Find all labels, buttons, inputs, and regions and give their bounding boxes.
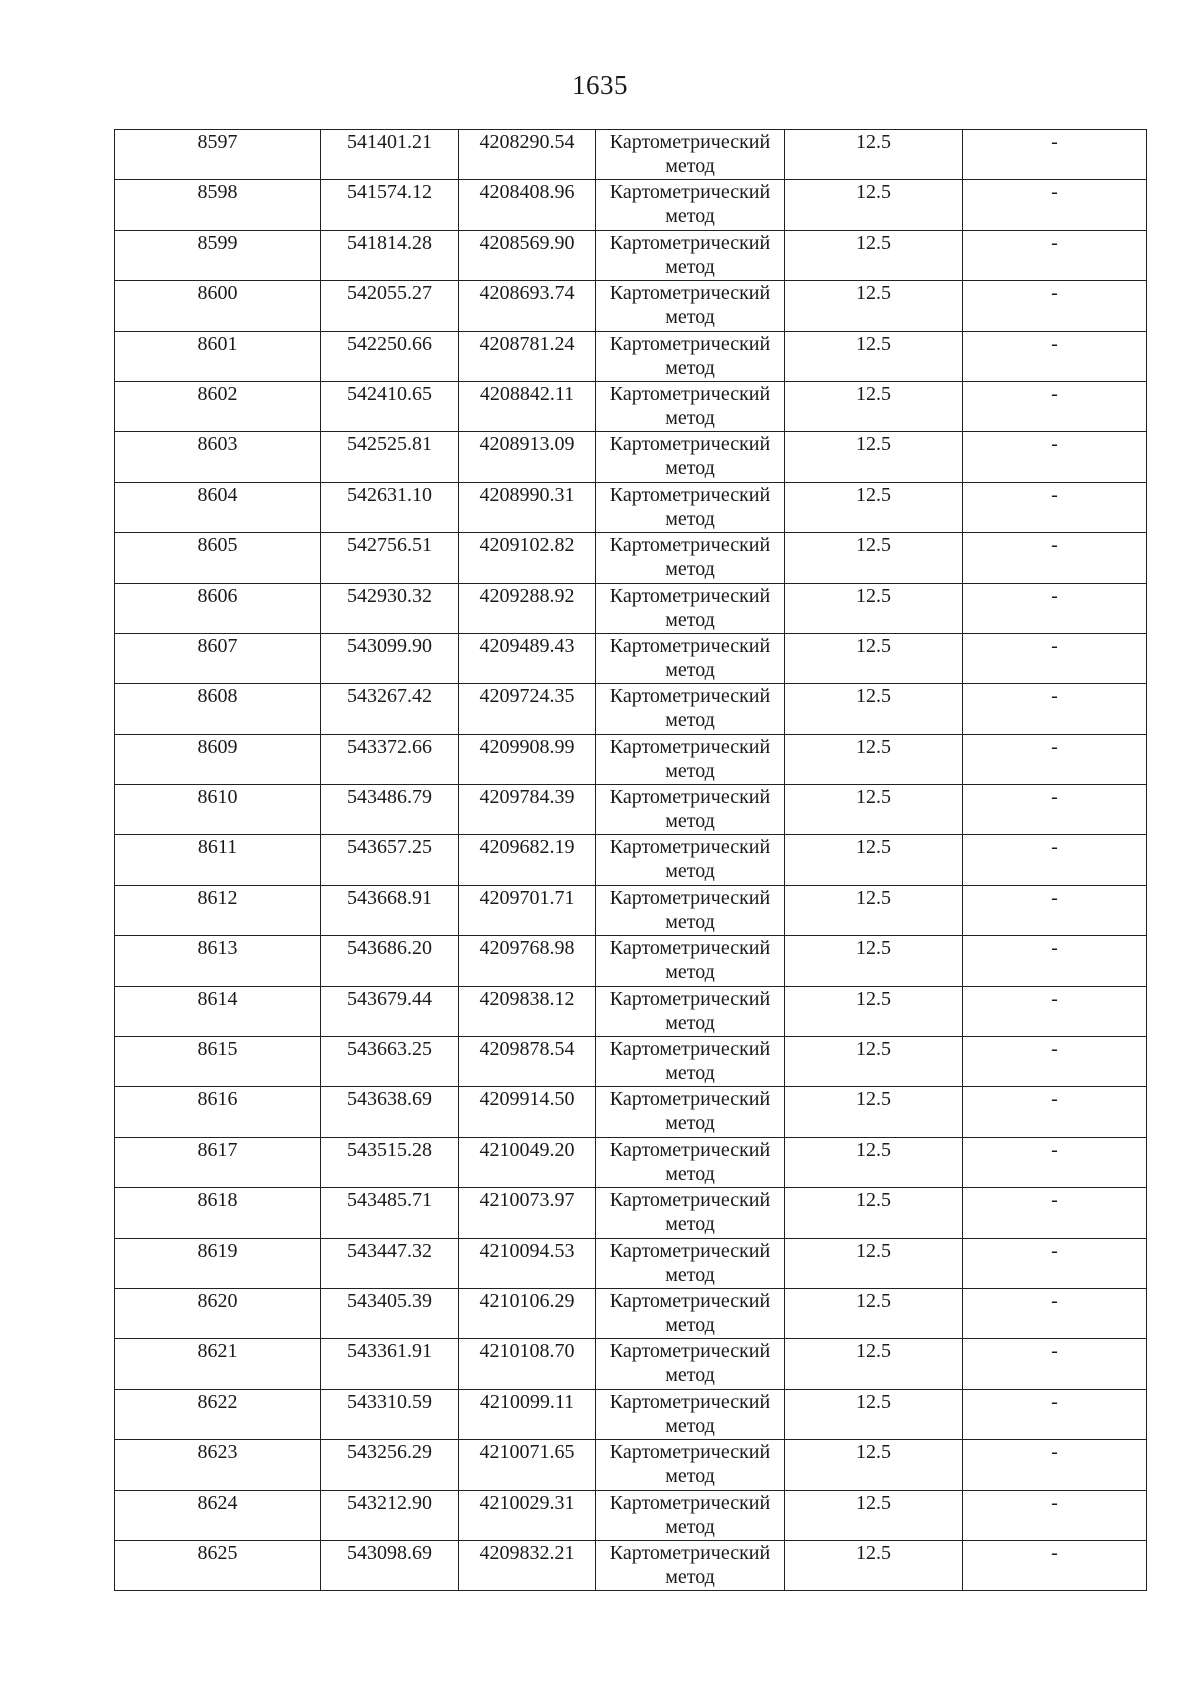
note-cell: - bbox=[963, 785, 1147, 835]
note-cell: - bbox=[963, 885, 1147, 935]
note-cell: - bbox=[963, 381, 1147, 431]
accuracy-cell: 12.5 bbox=[785, 533, 963, 583]
note-cell: - bbox=[963, 1137, 1147, 1187]
accuracy-cell: 12.5 bbox=[785, 130, 963, 180]
point-number-cell: 8607 bbox=[115, 633, 321, 683]
accuracy-cell: 12.5 bbox=[785, 1137, 963, 1187]
method-cell: Картометрический метод bbox=[596, 986, 785, 1036]
x-coordinate-cell: 542250.66 bbox=[321, 331, 459, 381]
x-coordinate-cell: 542055.27 bbox=[321, 281, 459, 331]
note-cell: - bbox=[963, 1087, 1147, 1137]
x-coordinate-cell: 542631.10 bbox=[321, 482, 459, 532]
x-coordinate-cell: 543486.79 bbox=[321, 785, 459, 835]
x-coordinate-cell: 543679.44 bbox=[321, 986, 459, 1036]
accuracy-cell: 12.5 bbox=[785, 1037, 963, 1087]
note-cell: - bbox=[963, 180, 1147, 230]
y-coordinate-cell: 4210029.31 bbox=[459, 1490, 596, 1540]
x-coordinate-cell: 543668.91 bbox=[321, 885, 459, 935]
point-number-cell: 8618 bbox=[115, 1188, 321, 1238]
y-coordinate-cell: 4210073.97 bbox=[459, 1188, 596, 1238]
y-coordinate-cell: 4210094.53 bbox=[459, 1238, 596, 1288]
accuracy-cell: 12.5 bbox=[785, 482, 963, 532]
y-coordinate-cell: 4209784.39 bbox=[459, 785, 596, 835]
point-number-cell: 8605 bbox=[115, 533, 321, 583]
accuracy-cell: 12.5 bbox=[785, 633, 963, 683]
point-number-cell: 8600 bbox=[115, 281, 321, 331]
table-row bbox=[115, 331, 1147, 381]
point-number-cell: 8624 bbox=[115, 1490, 321, 1540]
point-number-cell: 8617 bbox=[115, 1137, 321, 1187]
note-cell: - bbox=[963, 1339, 1147, 1389]
point-number-cell: 8602 bbox=[115, 381, 321, 431]
page-number: 1635 bbox=[572, 70, 628, 100]
accuracy-cell: 12.5 bbox=[785, 1339, 963, 1389]
y-coordinate-cell: 4209701.71 bbox=[459, 885, 596, 935]
x-coordinate-cell: 541574.12 bbox=[321, 180, 459, 230]
point-number-cell: 8625 bbox=[115, 1540, 321, 1590]
table-row bbox=[115, 130, 1147, 180]
method-cell: Картометрический метод bbox=[596, 1540, 785, 1590]
x-coordinate-cell: 543310.59 bbox=[321, 1389, 459, 1439]
x-coordinate-cell: 543256.29 bbox=[321, 1440, 459, 1490]
accuracy-cell: 12.5 bbox=[785, 180, 963, 230]
table-row bbox=[115, 583, 1147, 633]
point-number-cell: 8603 bbox=[115, 432, 321, 482]
x-coordinate-cell: 543663.25 bbox=[321, 1037, 459, 1087]
table-row bbox=[115, 1037, 1147, 1087]
y-coordinate-cell: 4208781.24 bbox=[459, 331, 596, 381]
table-row bbox=[115, 1339, 1147, 1389]
table-row bbox=[115, 885, 1147, 935]
note-cell: - bbox=[963, 583, 1147, 633]
accuracy-cell: 12.5 bbox=[785, 432, 963, 482]
x-coordinate-cell: 542930.32 bbox=[321, 583, 459, 633]
point-number-cell: 8609 bbox=[115, 734, 321, 784]
point-number-cell: 8604 bbox=[115, 482, 321, 532]
note-cell: - bbox=[963, 533, 1147, 583]
x-coordinate-cell: 543686.20 bbox=[321, 936, 459, 986]
coordinates-table bbox=[114, 129, 1147, 1591]
table-row bbox=[115, 1540, 1147, 1590]
note-cell: - bbox=[963, 1037, 1147, 1087]
note-cell: - bbox=[963, 734, 1147, 784]
table-row bbox=[115, 281, 1147, 331]
table-row bbox=[115, 1490, 1147, 1540]
point-number-cell: 8616 bbox=[115, 1087, 321, 1137]
method-cell: Картометрический метод bbox=[596, 482, 785, 532]
method-cell: Картометрический метод bbox=[596, 583, 785, 633]
accuracy-cell: 12.5 bbox=[785, 1440, 963, 1490]
y-coordinate-cell: 4208990.31 bbox=[459, 482, 596, 532]
method-cell: Картометрический метод bbox=[596, 1339, 785, 1389]
method-cell: Картометрический метод bbox=[596, 684, 785, 734]
accuracy-cell: 12.5 bbox=[785, 885, 963, 935]
x-coordinate-cell: 543361.91 bbox=[321, 1339, 459, 1389]
method-cell: Картометрический метод bbox=[596, 1037, 785, 1087]
x-coordinate-cell: 543099.90 bbox=[321, 633, 459, 683]
table-row bbox=[115, 432, 1147, 482]
method-cell: Картометрический метод bbox=[596, 633, 785, 683]
point-number-cell: 8619 bbox=[115, 1238, 321, 1288]
y-coordinate-cell: 4210071.65 bbox=[459, 1440, 596, 1490]
method-cell: Картометрический метод bbox=[596, 432, 785, 482]
note-cell: - bbox=[963, 432, 1147, 482]
method-cell: Картометрический метод bbox=[596, 1440, 785, 1490]
method-cell: Картометрический метод bbox=[596, 281, 785, 331]
table-row bbox=[115, 1389, 1147, 1439]
x-coordinate-cell: 543447.32 bbox=[321, 1238, 459, 1288]
method-cell: Картометрический метод bbox=[596, 1288, 785, 1338]
accuracy-cell: 12.5 bbox=[785, 835, 963, 885]
x-coordinate-cell: 543485.71 bbox=[321, 1188, 459, 1238]
x-coordinate-cell: 541401.21 bbox=[321, 130, 459, 180]
note-cell: - bbox=[963, 1440, 1147, 1490]
method-cell: Картометрический метод bbox=[596, 734, 785, 784]
note-cell: - bbox=[963, 1238, 1147, 1288]
method-cell: Картометрический метод bbox=[596, 130, 785, 180]
accuracy-cell: 12.5 bbox=[785, 1389, 963, 1439]
point-number-cell: 8614 bbox=[115, 986, 321, 1036]
x-coordinate-cell: 543372.66 bbox=[321, 734, 459, 784]
table-row bbox=[115, 381, 1147, 431]
accuracy-cell: 12.5 bbox=[785, 331, 963, 381]
table-body bbox=[115, 130, 1147, 1591]
table-row bbox=[115, 633, 1147, 683]
accuracy-cell: 12.5 bbox=[785, 785, 963, 835]
accuracy-cell: 12.5 bbox=[785, 1238, 963, 1288]
accuracy-cell: 12.5 bbox=[785, 734, 963, 784]
table-row bbox=[115, 230, 1147, 280]
note-cell: - bbox=[963, 1490, 1147, 1540]
y-coordinate-cell: 4209838.12 bbox=[459, 986, 596, 1036]
y-coordinate-cell: 4209682.19 bbox=[459, 835, 596, 885]
point-number-cell: 8598 bbox=[115, 180, 321, 230]
method-cell: Картометрический метод bbox=[596, 1188, 785, 1238]
x-coordinate-cell: 543267.42 bbox=[321, 684, 459, 734]
accuracy-cell: 12.5 bbox=[785, 230, 963, 280]
method-cell: Картометрический метод bbox=[596, 785, 785, 835]
y-coordinate-cell: 4209102.82 bbox=[459, 533, 596, 583]
table-row bbox=[115, 1238, 1147, 1288]
x-coordinate-cell: 543405.39 bbox=[321, 1288, 459, 1338]
note-cell: - bbox=[963, 1540, 1147, 1590]
y-coordinate-cell: 4209832.21 bbox=[459, 1540, 596, 1590]
table-row bbox=[115, 835, 1147, 885]
method-cell: Картометрический метод bbox=[596, 381, 785, 431]
accuracy-cell: 12.5 bbox=[785, 1490, 963, 1540]
method-cell: Картометрический метод bbox=[596, 331, 785, 381]
note-cell: - bbox=[963, 1188, 1147, 1238]
table-row bbox=[115, 1440, 1147, 1490]
y-coordinate-cell: 4210099.11 bbox=[459, 1389, 596, 1439]
y-coordinate-cell: 4209914.50 bbox=[459, 1087, 596, 1137]
table-row bbox=[115, 533, 1147, 583]
point-number-cell: 8606 bbox=[115, 583, 321, 633]
note-cell: - bbox=[963, 130, 1147, 180]
note-cell: - bbox=[963, 633, 1147, 683]
method-cell: Картометрический метод bbox=[596, 1238, 785, 1288]
accuracy-cell: 12.5 bbox=[785, 1288, 963, 1338]
point-number-cell: 8621 bbox=[115, 1339, 321, 1389]
y-coordinate-cell: 4209489.43 bbox=[459, 633, 596, 683]
y-coordinate-cell: 4209768.98 bbox=[459, 936, 596, 986]
note-cell: - bbox=[963, 230, 1147, 280]
point-number-cell: 8622 bbox=[115, 1389, 321, 1439]
y-coordinate-cell: 4208408.96 bbox=[459, 180, 596, 230]
accuracy-cell: 12.5 bbox=[785, 684, 963, 734]
note-cell: - bbox=[963, 281, 1147, 331]
x-coordinate-cell: 543212.90 bbox=[321, 1490, 459, 1540]
note-cell: - bbox=[963, 1288, 1147, 1338]
x-coordinate-cell: 543098.69 bbox=[321, 1540, 459, 1590]
accuracy-cell: 12.5 bbox=[785, 281, 963, 331]
point-number-cell: 8623 bbox=[115, 1440, 321, 1490]
accuracy-cell: 12.5 bbox=[785, 986, 963, 1036]
note-cell: - bbox=[963, 331, 1147, 381]
y-coordinate-cell: 4209724.35 bbox=[459, 684, 596, 734]
method-cell: Картометрический метод bbox=[596, 1389, 785, 1439]
x-coordinate-cell: 542756.51 bbox=[321, 533, 459, 583]
table-row bbox=[115, 1137, 1147, 1187]
note-cell: - bbox=[963, 1389, 1147, 1439]
y-coordinate-cell: 4209908.99 bbox=[459, 734, 596, 784]
note-cell: - bbox=[963, 684, 1147, 734]
table-row bbox=[115, 1087, 1147, 1137]
method-cell: Картометрический метод bbox=[596, 230, 785, 280]
y-coordinate-cell: 4208842.11 bbox=[459, 381, 596, 431]
y-coordinate-cell: 4209878.54 bbox=[459, 1037, 596, 1087]
point-number-cell: 8615 bbox=[115, 1037, 321, 1087]
table-row bbox=[115, 986, 1147, 1036]
note-cell: - bbox=[963, 835, 1147, 885]
point-number-cell: 8610 bbox=[115, 785, 321, 835]
x-coordinate-cell: 542525.81 bbox=[321, 432, 459, 482]
point-number-cell: 8608 bbox=[115, 684, 321, 734]
table-row bbox=[115, 936, 1147, 986]
x-coordinate-cell: 542410.65 bbox=[321, 381, 459, 431]
table-row bbox=[115, 180, 1147, 230]
table-row bbox=[115, 734, 1147, 784]
accuracy-cell: 12.5 bbox=[785, 583, 963, 633]
x-coordinate-cell: 541814.28 bbox=[321, 230, 459, 280]
y-coordinate-cell: 4209288.92 bbox=[459, 583, 596, 633]
table-row bbox=[115, 785, 1147, 835]
point-number-cell: 8597 bbox=[115, 130, 321, 180]
point-number-cell: 8612 bbox=[115, 885, 321, 935]
method-cell: Картометрический метод bbox=[596, 1137, 785, 1187]
point-number-cell: 8599 bbox=[115, 230, 321, 280]
method-cell: Картометрический метод bbox=[596, 180, 785, 230]
table-row bbox=[115, 684, 1147, 734]
method-cell: Картометрический метод bbox=[596, 1490, 785, 1540]
note-cell: - bbox=[963, 986, 1147, 1036]
y-coordinate-cell: 4208693.74 bbox=[459, 281, 596, 331]
table-row bbox=[115, 1288, 1147, 1338]
note-cell: - bbox=[963, 936, 1147, 986]
note-cell: - bbox=[963, 482, 1147, 532]
accuracy-cell: 12.5 bbox=[785, 1087, 963, 1137]
accuracy-cell: 12.5 bbox=[785, 1540, 963, 1590]
accuracy-cell: 12.5 bbox=[785, 936, 963, 986]
y-coordinate-cell: 4208913.09 bbox=[459, 432, 596, 482]
point-number-cell: 8613 bbox=[115, 936, 321, 986]
table-row bbox=[115, 1188, 1147, 1238]
method-cell: Картометрический метод bbox=[596, 885, 785, 935]
y-coordinate-cell: 4208569.90 bbox=[459, 230, 596, 280]
x-coordinate-cell: 543638.69 bbox=[321, 1087, 459, 1137]
y-coordinate-cell: 4210106.29 bbox=[459, 1288, 596, 1338]
method-cell: Картометрический метод bbox=[596, 936, 785, 986]
x-coordinate-cell: 543515.28 bbox=[321, 1137, 459, 1187]
point-number-cell: 8601 bbox=[115, 331, 321, 381]
table-row bbox=[115, 482, 1147, 532]
point-number-cell: 8611 bbox=[115, 835, 321, 885]
accuracy-cell: 12.5 bbox=[785, 1188, 963, 1238]
point-number-cell: 8620 bbox=[115, 1288, 321, 1338]
x-coordinate-cell: 543657.25 bbox=[321, 835, 459, 885]
method-cell: Картометрический метод bbox=[596, 533, 785, 583]
y-coordinate-cell: 4208290.54 bbox=[459, 130, 596, 180]
y-coordinate-cell: 4210108.70 bbox=[459, 1339, 596, 1389]
y-coordinate-cell: 4210049.20 bbox=[459, 1137, 596, 1187]
method-cell: Картометрический метод bbox=[596, 1087, 785, 1137]
method-cell: Картометрический метод bbox=[596, 835, 785, 885]
accuracy-cell: 12.5 bbox=[785, 381, 963, 431]
